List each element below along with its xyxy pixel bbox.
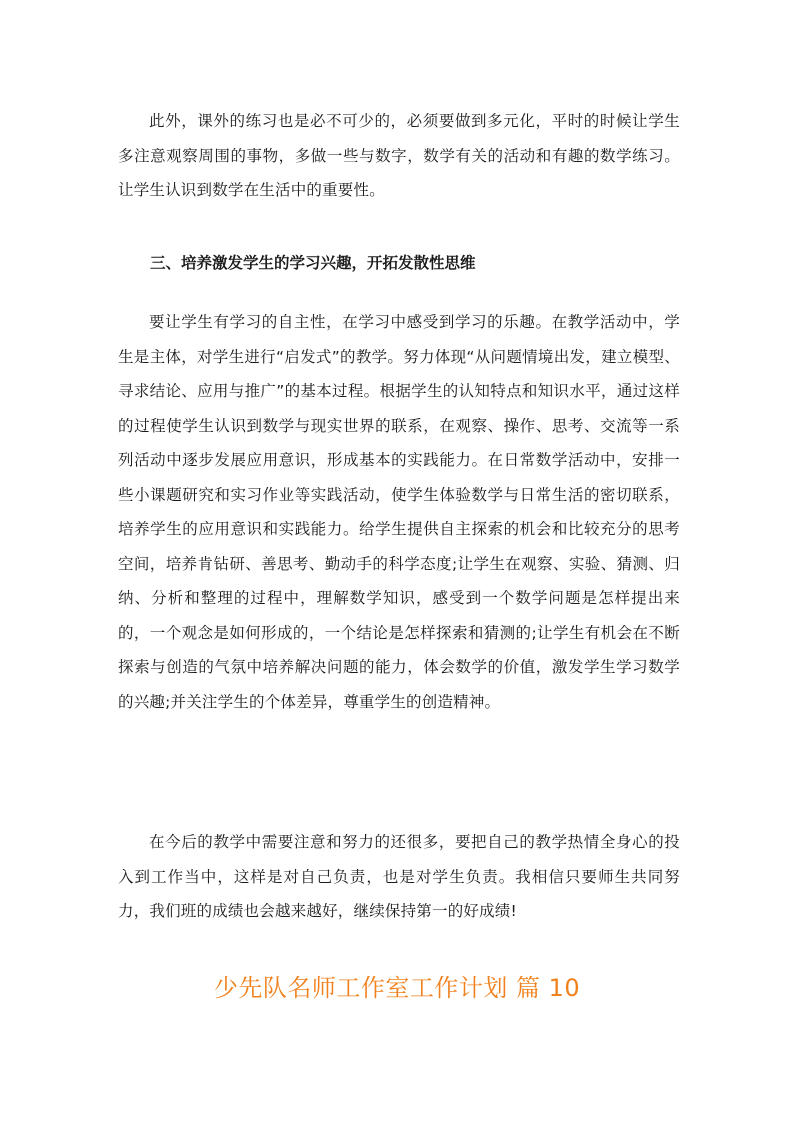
paragraph-future-teaching: 在今后的教学中需要注意和努力的还很多，要把自己的教学热情全身心的投入到工作当中，这样是对自己负责，也是对学生负责。我相信只要师生共同努力，我们班的成绩也会越来越好，继续保持第一的好成绩!	[118, 833, 680, 920]
paragraph-interest-cultivation: 要让学生有学习的自主性，在学习中感受到学习的乐趣。在教学活动中，学生是主体，对学生进行“启发式”的教学。努力体现“从问题情境出发，建立模型、寻求结论、应用与推广”的基本过程。根据学生的认知特点和知识水平，通过这样的过程使学生认识到数学与现实世界的联系，在观察、操作、思考、交流等一系列活动中逐步发展应用意识，形成基本的实践能力。在日常数学活动中，安排一些小课题研究和实习作业等实践活动，使学生体验数学与日常生活的密切联系，培养学生的应用意识和实践能力。给学生提供自主探索的机会和比较充分的思考空间，培养肯钻研、善思考、勤动手的科学态度;让学生在观察、实验、猜测、归纳、分析和整理的过程中，理解数学知识，感受到一个数学问题是怎样提出来的，一个观念是如何形成的，一个结论是怎样探索和猜测的;让学生有机会在不断探索与创造的气氛中培养解决问题的能力，体会数学的价值，激发学生学习数学的兴趣;并关注学生的个体差异，尊重学生的创造精神。	[118, 313, 680, 711]
section-title: 少先队名师工作室工作计划 篇 10	[213, 974, 581, 1002]
paragraph-extracurricular-practice: 此外，课外的练习也是必不可少的，必须要做到多元化，平时的时候让学生多注意观察周围的事物，多做一些与数字，数学有关的活动和有趣的数学练习。让学生认识到数学在生活中的重要性。	[118, 112, 680, 199]
section-heading-3: 三、培养激发学生的学习兴趣，开拓发散性思维	[150, 254, 476, 272]
